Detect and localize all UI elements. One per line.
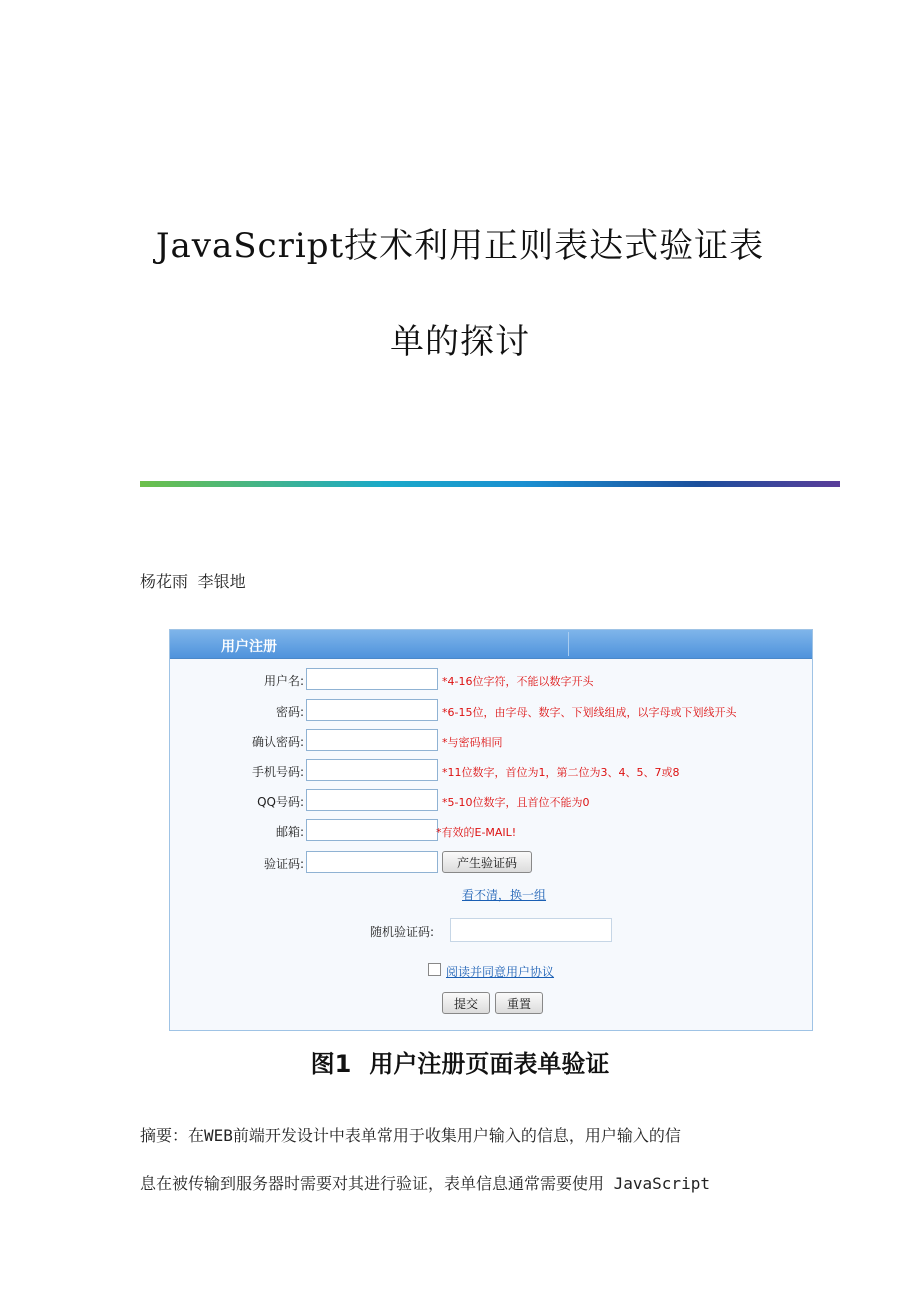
abstract: [140, 1112, 790, 1208]
field-row-qq: [170, 789, 810, 813]
title-divider: [140, 481, 840, 487]
random-code-field[interactable]: [450, 918, 612, 942]
password-label: 密码:: [275, 705, 304, 719]
document-title-line1: JavaScript技术利用正则表达式验证表: [155, 226, 765, 266]
qq-hint: *5-10位数字，且首位不能为0: [442, 796, 590, 809]
password-hint: *6-15位，由字母、数字、下划线组成，以字母或下划线开头: [442, 706, 737, 719]
field-row-email: [170, 819, 810, 843]
field-row-confirm-password: [170, 729, 810, 753]
agree-terms-link[interactable]: 阅读并同意用户协议: [446, 965, 555, 979]
confirm-password-input[interactable]: [306, 729, 438, 751]
phone-hint: *11位数字，首位为1，第二位为3、4、5、7或8: [442, 766, 680, 779]
username-hint: *4-16位字符，不能以数字开头: [442, 675, 594, 688]
qq-input[interactable]: [306, 789, 438, 811]
submit-button[interactable]: 提交: [442, 992, 490, 1014]
username-label: 用户名:: [263, 674, 304, 688]
reset-button[interactable]: 重置: [495, 992, 543, 1014]
abstract-line-1: 摘要：在WEB前端开发设计中表单常用于收集用户输入的信息，用户输入的信: [140, 1126, 681, 1145]
figure-number: 图1: [310, 1050, 352, 1078]
password-input[interactable]: [306, 699, 438, 721]
figure-caption: [0, 1044, 920, 1079]
captcha-input[interactable]: [306, 851, 438, 873]
field-row-username: [170, 668, 810, 692]
figure-caption-text: 用户注册页面表单验证: [369, 1050, 610, 1078]
registration-form-figure: [169, 629, 813, 1031]
confirm-password-hint: *与密码相同: [442, 736, 503, 749]
field-row-captcha: [170, 851, 810, 875]
email-label: 邮箱:: [275, 825, 304, 839]
form-header: [170, 630, 812, 659]
header-divider: [568, 632, 569, 656]
field-row-phone: [170, 759, 810, 783]
email-hint: *有效的E-MAIL!: [436, 826, 517, 839]
agree-checkbox[interactable]: [428, 963, 441, 976]
username-input[interactable]: [306, 668, 438, 690]
form-header-title: 用户注册: [221, 639, 277, 655]
authors: 杨花雨 李银地: [140, 572, 246, 591]
phone-input[interactable]: [306, 759, 438, 781]
qq-label: QQ号码:: [257, 795, 304, 809]
email-input[interactable]: [306, 819, 438, 841]
field-row-password: [170, 699, 810, 723]
confirm-password-label: 确认密码:: [251, 735, 304, 749]
abstract-line-2: 息在被传输到服务器时需要对其进行验证，表单信息通常需要使用 JavaScript: [140, 1174, 710, 1193]
generate-captcha-button[interactable]: 产生验证码: [442, 851, 532, 873]
refresh-captcha-link[interactable]: 看不清，换一组: [462, 888, 547, 902]
captcha-label: 验证码:: [263, 857, 304, 871]
document-title-line2: 单的探讨: [390, 322, 530, 362]
phone-label: 手机号码:: [251, 765, 304, 779]
random-code-label: 随机验证码:: [370, 925, 435, 939]
